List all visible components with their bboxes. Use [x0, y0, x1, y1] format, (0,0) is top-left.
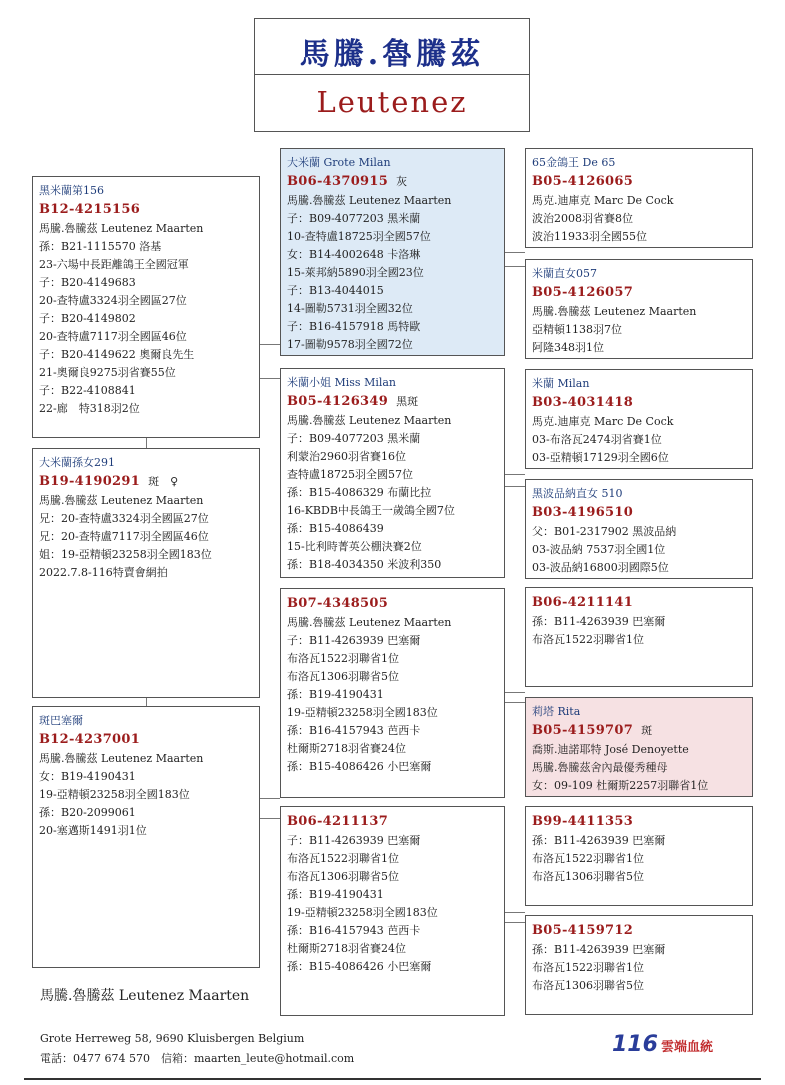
pigeon-info-line: 03-布洛瓦2474羽省賽1位: [532, 433, 662, 446]
ring-number: B12-4215156: [39, 202, 141, 217]
ring-row: [39, 730, 253, 750]
connector-line: [505, 912, 525, 913]
pigeon-title: 米蘭小姐 Miss Milan: [287, 376, 397, 389]
connector-line: [505, 692, 525, 693]
subject-pigeon-card[interactable]: [32, 448, 260, 698]
pigeon-info-line: 孫：B18-4034350 米波利350: [287, 558, 442, 571]
pigeon-info-line: 布洛瓦1522羽聯省1位: [532, 852, 644, 865]
pigeon-info-line: 21-奧爾良9275羽省賽55位: [39, 366, 176, 379]
ring-row: [287, 812, 498, 832]
pigeon-info-line: 兄：20-查特盧3324羽全國區27位: [39, 512, 209, 525]
pigeon-info-line: 布洛瓦1522羽聯省1位: [532, 961, 644, 974]
pigeon-info-line: 子：B09-4077203 黑米蘭: [287, 432, 421, 445]
ring-row: [532, 593, 746, 613]
logo-text: 雲端血統: [660, 1040, 713, 1055]
pigeon-info-line: 姐：19-亞精頓23258羽全國183位: [39, 548, 212, 561]
connector-line: [260, 798, 280, 799]
pigeon-info-line: 女：B14-4002648 卡洛琳: [287, 248, 421, 261]
site-logo[interactable]: [612, 1032, 713, 1057]
pigeon-info-line: 子：B09-4077203 黑米蘭: [287, 212, 421, 225]
connector-line: [505, 266, 525, 267]
breeder-name-cn: 馬騰.魯騰茲: [299, 37, 485, 72]
pigeon-info-line: 子：B20-4149802: [39, 312, 136, 325]
pigeon-info-line: 20-查特盧7117羽全國區46位: [39, 330, 187, 343]
pigeon-info-line: 阿隆348羽1位: [532, 341, 604, 354]
pigeon-info-line: 布洛瓦1522羽聯省1位: [287, 652, 399, 665]
great-grandparent-card[interactable]: [525, 587, 753, 687]
ring-row: [532, 721, 746, 741]
pigeon-info-line: 子：B20-4149622 奧爾良先生: [39, 348, 195, 361]
pigeon-info-line: 子：B11-4263939 巴塞爾: [287, 634, 421, 647]
pigeon-info-line: 03-波品納 7537羽全國1位: [532, 543, 666, 556]
connector-line: [146, 698, 147, 706]
granddam-dam-side-card[interactable]: [280, 806, 505, 1016]
grandsire-sire-side-card[interactable]: [280, 148, 505, 356]
pigeon-info-line: 23-六場中長距離鴿王全國冠軍: [39, 258, 189, 271]
pigeon-info-line: 查特盧18725羽全國57位: [287, 468, 413, 481]
pigeon-title: 大米蘭孫女291: [39, 456, 115, 469]
ring-number: B05-4126349: [287, 394, 389, 409]
pigeon-info-line: 女：09-109 杜爾斯2257羽聯省1位: [532, 779, 709, 792]
pigeon-info-line: 子：B22-4108841: [39, 384, 136, 397]
pigeon-title: 65金鴿王 De 65: [532, 156, 616, 169]
great-grandparent-card[interactable]: [525, 259, 753, 359]
great-grandparent-card[interactable]: [525, 369, 753, 469]
pigeon-info-line: 孫：B19-4190431: [287, 688, 384, 701]
pigeon-info-line: 孫：B15-4086426 小巴塞爾: [287, 760, 432, 773]
pigeon-info-line: 子：B13-4044015: [287, 284, 384, 297]
pigeon-info-line: 布洛瓦1306羽聯省5位: [287, 870, 399, 883]
pigeon-info-line: 孫：B11-4263939 巴塞爾: [532, 834, 666, 847]
subject-sire-card[interactable]: [32, 176, 260, 438]
pigeon-info-line: 孫：B11-4263939 巴塞爾: [532, 943, 666, 956]
pigeon-info-line: 馬騰.魯騰茲 Leutenez Maarten: [532, 305, 697, 318]
pigeon-info-line: 馬克.迪庫克 Marc De Cock: [532, 415, 674, 428]
pigeon-info-line: 孫：B19-4190431: [287, 888, 384, 901]
pigeon-info-line: 父：B01-2317902 黑波品納: [532, 525, 677, 538]
pigeon-title: 大米蘭 Grote Milan: [287, 156, 391, 169]
pigeon-info-line: 子：B20-4149683: [39, 276, 136, 289]
pigeon-info-line: 2022.7.8-116特賣會網拍: [39, 566, 168, 579]
ring-row: [532, 812, 746, 832]
logo-number: 116: [612, 1032, 658, 1057]
footer-address: Grote Herreweg 58, 9690 Kluisbergen Belgium: [40, 1032, 305, 1045]
ring-row: [39, 200, 253, 220]
pigeon-info-line: 19-亞精頓23258羽全國183位: [39, 788, 190, 801]
pigeon-info-line: 馬騰.魯騰茲 Leutenez Maarten: [39, 752, 204, 765]
pigeon-info-line: 孫：B20-2099061: [39, 806, 136, 819]
pigeon-info-line: 15-萊邦納5890羽全國23位: [287, 266, 424, 279]
connector-line: [260, 344, 280, 345]
great-grandparent-card[interactable]: [525, 148, 753, 248]
pigeon-info-line: 馬騰.魯騰茲舍內最優秀種母: [532, 761, 668, 774]
pigeon-info-line: 孫：B16-4157943 芭西卡: [287, 724, 421, 737]
pigeon-info-line: 布洛瓦1306羽聯省5位: [532, 870, 644, 883]
pigeon-info-line: 杜爾斯2718羽省賽24位: [287, 742, 406, 755]
pigeon-info-line: 布洛瓦1306羽聯省5位: [287, 670, 399, 683]
pigeon-title: 斑巴塞爾: [39, 714, 83, 727]
ring-row: [532, 393, 746, 413]
connector-line: [505, 702, 525, 703]
ring-row: [287, 172, 498, 192]
connector-line: [146, 438, 147, 448]
pigeon-info-line: 馬騰.魯騰茲 Leutenez Maarten: [39, 222, 204, 235]
ring-row: [39, 472, 253, 492]
ring-number: B03-4031418: [532, 395, 634, 410]
pigeon-info-line: 03-波品納16800羽國際5位: [532, 561, 669, 574]
connector-line: [505, 922, 525, 923]
pigeon-info-line: 16-KBDB中長鴿王一歲鴿全國7位: [287, 504, 455, 517]
pigeon-info-line: 孫：B11-4263939 巴塞爾: [532, 615, 666, 628]
pigeon-info-line: 馬克.迪庫克 Marc De Cock: [532, 194, 674, 207]
granddam-sire-side-card[interactable]: [280, 368, 505, 578]
pigeon-info-line: 19-亞精頓23258羽全國183位: [287, 706, 438, 719]
pigeon-color-sex: 斑 ♀: [148, 475, 179, 488]
ring-row: [532, 503, 746, 523]
pigeon-title: 黑波品納直女 510: [532, 487, 623, 500]
ring-row: [287, 392, 498, 412]
pigeon-title: 米蘭 Milan: [532, 377, 590, 390]
ring-row: [287, 594, 498, 614]
pigeon-info-line: 杜爾斯2718羽省賽24位: [287, 942, 406, 955]
pigeon-info-line: 10-查特盧18725羽全國57位: [287, 230, 431, 243]
pigeon-info-line: 孫：B16-4157943 芭西卡: [287, 924, 421, 937]
ring-number: B06-4370915: [287, 174, 389, 189]
pigeon-info-line: 馬騰.魯騰茲 Leutenez Maarten: [287, 194, 452, 207]
connector-line: [260, 378, 280, 379]
connector-line: [505, 486, 525, 487]
ring-number: B05-4126057: [532, 285, 634, 300]
pigeon-title: 莉塔 Rita: [532, 705, 581, 718]
pigeon-info-line: 孫：B15-4086426 小巴塞爾: [287, 960, 432, 973]
pigeon-info-line: 亞精頓1138羽7位: [532, 323, 622, 336]
pigeon-info-line: 波治2008羽省賽8位: [532, 212, 633, 225]
pigeon-info-line: 19-亞精頓23258羽全國183位: [287, 906, 438, 919]
ring-row: [532, 283, 746, 303]
pigeon-info-line: 喬斯.迪諾耶特 José Denoyette: [532, 743, 689, 756]
pigeon-info-line: 15-比利時菁英公棚決賽2位: [287, 540, 422, 553]
ring-row: [532, 172, 746, 192]
footer-contact: 電話：0477 674 570 信箱：maarten_leute@hotmail.com: [40, 1052, 355, 1065]
subject-dam-card[interactable]: [32, 706, 260, 968]
ring-number: B05-4159712: [532, 923, 634, 938]
pigeon-color-sex: 斑: [641, 724, 653, 737]
pigeon-info-line: 22-廊 特318羽2位: [39, 402, 140, 415]
pigeon-info-line: 布洛瓦1522羽聯省1位: [287, 852, 399, 865]
connector-line: [505, 474, 525, 475]
ring-number: B12-4237001: [39, 732, 141, 747]
ring-number: B03-4196510: [532, 505, 634, 520]
breeder-surname: Leutenez: [316, 85, 468, 119]
grandsire-dam-side-card[interactable]: [280, 588, 505, 798]
ring-number: B07-4348505: [287, 596, 389, 611]
pigeon-info-line: 女：B19-4190431: [39, 770, 136, 783]
pigeon-info-line: 17-圖勒9578羽全國72位: [287, 338, 413, 351]
pigeon-info-line: 利蒙治2960羽省賽16位: [287, 450, 406, 463]
pigeon-info-line: 孫：B15-4086329 布蘭比拉: [287, 486, 432, 499]
connector-line: [260, 818, 280, 819]
ring-number: B05-4126065: [532, 174, 634, 189]
header-divider: [255, 74, 529, 75]
pigeon-info-line: 03-亞精頓17129羽全國6位: [532, 451, 669, 464]
footer-rule: [24, 1078, 761, 1080]
pigeon-info-line: 子：B16-4157918 馬特歐: [287, 320, 421, 333]
pigeon-info-line: 兄：20-查特盧7117羽全國區46位: [39, 530, 209, 543]
pigeon-info-line: 馬騰.魯騰茲 Leutenez Maarten: [39, 494, 204, 507]
pigeon-info-line: 子：B11-4263939 巴塞爾: [287, 834, 421, 847]
great-grandparent-card[interactable]: [525, 479, 753, 579]
pigeon-info-line: 20-查特盧3324羽全國區27位: [39, 294, 187, 307]
ring-number: B99-4411353: [532, 814, 634, 829]
pigeon-info-line: 孫：B21-1115570 洛基: [39, 240, 162, 253]
header-box: [254, 18, 530, 132]
pigeon-info-line: 孫：B15-4086439: [287, 522, 384, 535]
great-grandparent-card[interactable]: [525, 806, 753, 906]
great-grandparent-card[interactable]: [525, 915, 753, 1015]
pigeon-info-line: 布洛瓦1306羽聯省5位: [532, 979, 644, 992]
ring-number: B19-4190291: [39, 474, 141, 489]
ring-row: [532, 921, 746, 941]
ring-number: B06-4211137: [287, 814, 389, 829]
ring-number: B05-4159707: [532, 723, 634, 738]
pigeon-info-line: 20-塞邁斯1491羽1位: [39, 824, 147, 837]
pigeon-info-line: 馬騰.魯騰茲 Leutenez Maarten: [287, 616, 452, 629]
pigeon-info-line: 馬騰.魯騰茲 Leutenez Maarten: [287, 414, 452, 427]
ring-number: B06-4211141: [532, 595, 634, 610]
pigeon-title: 黑米蘭第156: [39, 184, 104, 197]
pigeon-color-sex: 黑斑: [396, 395, 419, 408]
pigeon-info-line: 14-圖勒5731羽全國32位: [287, 302, 413, 315]
connector-line: [505, 252, 525, 253]
pigeon-info-line: 布洛瓦1522羽聯省1位: [532, 633, 644, 646]
pigeon-color-sex: 灰: [396, 175, 408, 188]
pigeon-title: 米蘭直女057: [532, 267, 597, 280]
breeder-name: 馬騰.魯騰茲 Leutenez Maarten: [40, 988, 250, 1004]
pigeon-info-line: 波治11933羽全國55位: [532, 230, 647, 243]
great-grandparent-card[interactable]: [525, 697, 753, 797]
